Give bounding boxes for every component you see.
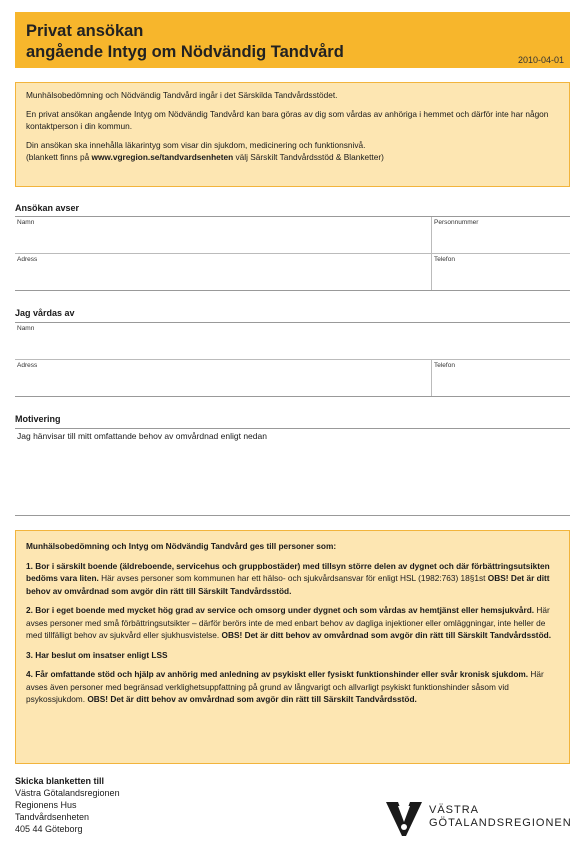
applicant-personnummer-field[interactable]: Personnummer: [434, 219, 479, 226]
criteria-box: [15, 530, 570, 764]
header-banner: [15, 12, 570, 68]
field-divider: [431, 217, 432, 253]
criteria-item-1: [26, 560, 559, 598]
carer-phone-field[interactable]: Telefon: [434, 362, 455, 369]
page-subtitle: angående Intyg om Nödvändig Tandvård: [26, 43, 344, 61]
vgr-logo: [384, 796, 574, 840]
criteria-2-obs: OBS! Det är ditt behov av omvårdnad som avgör din rätt till Särskilt Tandvårdsstöd.: [221, 630, 552, 640]
mailing-heading: Skicka blanketten till: [15, 776, 105, 786]
info-paragraph-3: [26, 139, 559, 163]
applicant-row-address: [15, 254, 570, 290]
criteria-2-text: Här avses personer med små förbättringsutsikter – därför berörs inte de med enbart behov av dagliga injektioner eller omläggningar, inte heller de med tillfälligt behov av sjukvård eller sjukhusvistelse.: [26, 605, 550, 640]
vgr-logo-line1: VÄSTRA: [429, 804, 480, 816]
info-paragraph-3-suffix: välj Särskilt Tandvårdsstöd & Blanketter): [233, 152, 384, 162]
info-paragraph-1: Munhälsobedömning och Nödvändig Tandvård ingår i det Särskilda Tandvårdsstödet.: [26, 90, 338, 100]
field-divider: [431, 360, 432, 396]
applicant-form: [15, 216, 570, 291]
criteria-4-heading: 4. Får omfattande stöd och hjälp av anhörig med anledning av psykiskt eller fysiskt funktionshinder eller svår kronisk sjukdom.: [26, 669, 529, 679]
info-paragraph-2: En privat ansökan angående Intyg om Nödvändig Tandvård kan bara göras av dig som vårdas av anhöriga i hemmet och därför inte har någon kontaktperson i din kommun.: [26, 109, 549, 131]
applicant-phone-field[interactable]: Telefon: [434, 256, 455, 263]
motivation-field[interactable]: [15, 428, 570, 516]
carer-name-field[interactable]: Namn: [17, 325, 35, 332]
criteria-3-heading: 3. Har beslut om insatser enligt LSS: [26, 649, 168, 660]
info-paragraph-3-prefix: (blankett finns på: [26, 152, 92, 162]
field-divider: [431, 254, 432, 290]
vgr-logo-line2: GÖTALANDSREGIONEN: [429, 817, 572, 829]
section-heading-carer: Jag vårdas av: [15, 308, 75, 318]
criteria-1-text: Här avses personer som kommunen har ett hälso- och sjukvårdsansvar för enligt HSL (1982:763) 18§1st: [98, 573, 488, 583]
vgr-logo-icon: [384, 798, 424, 838]
applicant-name-field[interactable]: Namn: [17, 219, 35, 226]
criteria-item-2: [26, 604, 559, 642]
document-date: 2010-04-01: [517, 55, 564, 65]
carer-form: [15, 322, 570, 397]
vgregion-link[interactable]: www.vgregion.se/tandvardsenheten: [91, 152, 234, 162]
criteria-2-heading: 2. Bor i eget boende med mycket hög grad av service och omsorg under dygnet och som vårdas av hemtjänst eller hemsjukvård.: [26, 605, 535, 615]
applicant-row-name: [15, 217, 570, 254]
criteria-intro: Munhälsobedömning och Intyg om Nödvändig Tandvård ges till personer som:: [26, 541, 337, 551]
address-line-3: Tandvårdsenheten: [15, 812, 90, 822]
section-heading-applicant: Ansökan avser: [15, 203, 80, 213]
carer-row-address: [15, 360, 570, 396]
page-title: Privat ansökan: [26, 22, 144, 40]
criteria-4-obs: OBS! Det är ditt behov av omvårdnad som avgör din rätt till Särskilt Tandvårdsstöd.: [87, 694, 417, 704]
carer-address-field[interactable]: Adress: [17, 362, 38, 369]
motivation-text: Jag hänvisar till mitt omfattande behov av omvårdnad enligt nedan: [17, 431, 267, 441]
criteria-1-heading: 1. Bor i särskilt boende (äldreboende, servicehus och gruppbostäder) med tillsyn större delen av dygnet och där förbättringsutsikten bedöms vara liten.: [26, 560, 550, 583]
section-heading-motivation: Motivering: [15, 414, 61, 424]
address-line-4: 405 44 Göteborg: [15, 824, 83, 834]
criteria-item-3: [26, 649, 559, 662]
criteria-1-obs: OBS! Det är ditt behov av omvårdnad som avgör din rätt till Särskilt Tandvårdsstöd.: [26, 573, 550, 596]
info-box: [15, 82, 570, 187]
mailing-address: [15, 775, 120, 835]
info-paragraph-3-line1: Din ansökan ska innehålla läkarintyg som visar din sjukdom, medicinering och funktionsnivå.: [26, 140, 366, 150]
criteria-4-text: Här avses även personer med begränsad verklighetsuppfattning på grund av långvarigt och allvarligt psykiskt funktionshinder såsom vid psykossjukdom.: [26, 669, 544, 704]
carer-row-name: [15, 323, 570, 360]
applicant-address-field[interactable]: Adress: [17, 256, 38, 263]
address-line-2: Regionens Hus: [15, 800, 77, 810]
criteria-item-4: [26, 668, 559, 706]
vgr-logo-text: [429, 804, 572, 830]
address-line-1: Västra Götalandsregionen: [15, 788, 120, 798]
